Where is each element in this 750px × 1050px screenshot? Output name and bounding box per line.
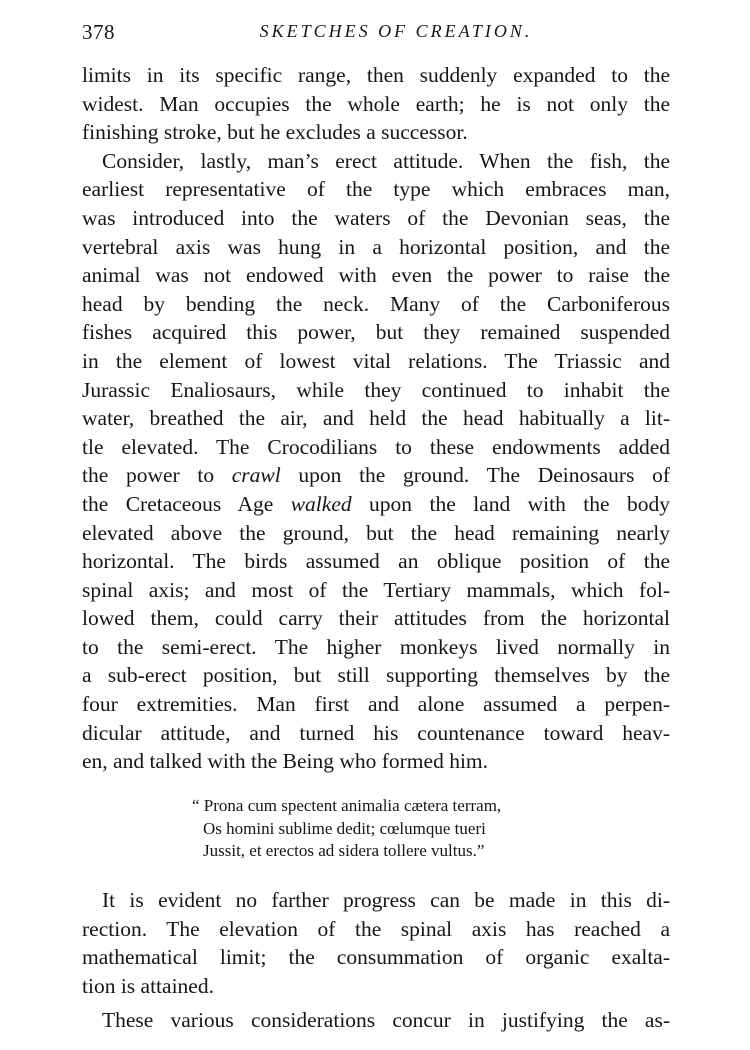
text-line: water, breathed the air, and held the head habitually a lit-: [82, 406, 670, 431]
text-line: animal was not endowed with even the power to raise the: [82, 263, 670, 288]
text-line: earliest representative of the type which embraces man,: [82, 177, 670, 202]
text-line: limits in its specific range, then suddenly expanded to the: [82, 63, 670, 87]
text-line: in the element of lowest vital relations. The Triassic and: [82, 348, 670, 373]
text-line: rection. The elevation of the spinal axis has reached a: [82, 916, 670, 941]
main-text-block: [82, 61, 670, 776]
text-line: fishes acquired this power, but they remained suspended: [82, 320, 670, 345]
text-run: upon the land with the body: [351, 491, 670, 516]
text-line: a sub-erect position, but still supporting themselves by the: [82, 663, 670, 688]
quotation-line: “ Prona cum spectent animalia cætera terram,: [192, 796, 502, 815]
text-line: mathematical limit; the consummation of organic exalta-: [82, 945, 670, 970]
text-line: It is evident no farther progress can be made in this di-: [102, 888, 670, 912]
text-line-crawl: [82, 461, 670, 490]
text-line: Jurassic Enaliosaurs, while they continued to inhabit the: [82, 377, 670, 402]
text-line: spinal axis; and most of the Tertiary mammals, which fol-: [82, 577, 670, 602]
latin-quotation: [192, 795, 592, 863]
page-number: 378: [82, 20, 115, 44]
text-line: elevated above the ground, but the head remaining nearly: [82, 520, 670, 545]
text-run: the Cretaceous Age: [82, 491, 291, 516]
text-line: head by bending the neck. Many of the Carboniferous: [82, 291, 670, 316]
lower-text-block: [82, 886, 670, 1035]
running-head: [82, 20, 670, 44]
text-line: vertebral axis was hung in a horizontal position, and the: [82, 234, 670, 259]
quotation-line: Jussit, et erectos ad sidera tollere vultus.”: [203, 841, 485, 860]
text-line: horizontal. The birds assumed an oblique position of the: [82, 549, 670, 574]
text-line: en, and talked with the Being who formed him.: [82, 749, 489, 774]
text-line: was introduced into the waters of the Devonian seas, the: [82, 205, 670, 230]
running-title: SKETCHES OF CREATION.: [259, 21, 533, 41]
italic-word-walked: walked: [290, 491, 352, 516]
text-line: widest. Man occupies the whole earth; he is not only the: [82, 91, 670, 116]
quotation-line: Os homini sublime dedit; cœlumque tueri: [203, 818, 486, 838]
text-line: Consider, lastly, man’s erect attitude. When the fish, the: [102, 148, 670, 173]
text-line: tion is attained.: [82, 973, 214, 998]
text-line-walked: [82, 490, 670, 519]
text-line: lowed them, could carry their attitudes from the horizontal: [82, 606, 670, 631]
text-run: the power to: [82, 463, 232, 488]
text-line: dicular attitude, and turned his countenance toward heav-: [82, 720, 670, 745]
text-line: to the semi-erect. The higher monkeys lived normally in: [82, 634, 670, 659]
text-line: four extremities. Man first and alone assumed a perpen-: [82, 692, 670, 717]
text-run: upon the ground. The Deinosaurs of: [280, 463, 671, 488]
text-line: finishing stroke, but he excludes a successor.: [82, 120, 468, 145]
italic-word-crawl: crawl: [231, 463, 281, 488]
text-line: These various considerations concur in justifying the as-: [102, 1008, 670, 1033]
text-line: tle elevated. The Crocodilians to these endowments added: [82, 434, 670, 459]
